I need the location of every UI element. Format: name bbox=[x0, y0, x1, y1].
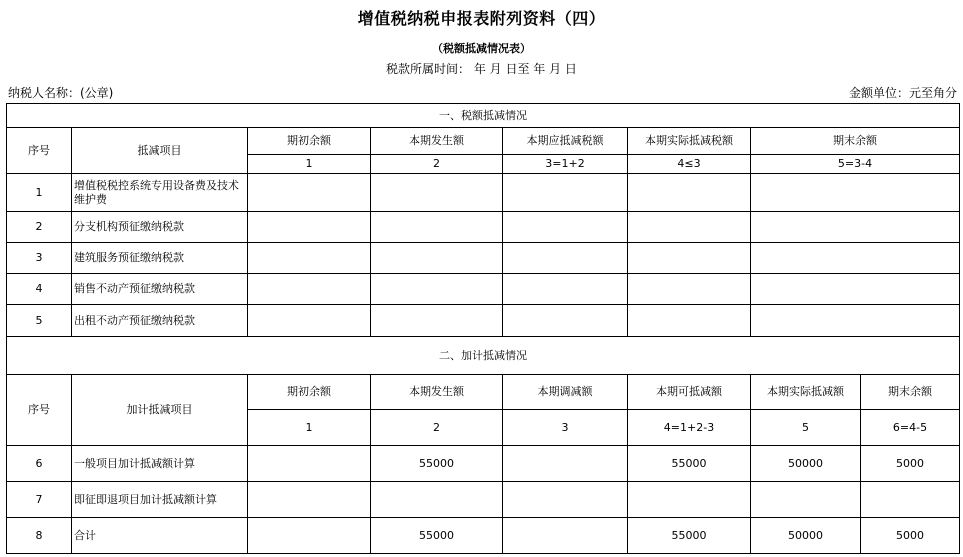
s1-header-actual: 本期实际抵减税额 bbox=[628, 128, 751, 155]
cell-actual[interactable]: 50000 bbox=[751, 446, 861, 482]
cell-opening[interactable] bbox=[248, 212, 371, 243]
cell-closing[interactable] bbox=[751, 243, 960, 274]
s2-header-actual: 本期实际抵减额 bbox=[751, 375, 861, 410]
table-row bbox=[7, 518, 960, 554]
cell-current[interactable] bbox=[371, 174, 503, 212]
cell-actual[interactable] bbox=[628, 212, 751, 243]
row-seq: 1 bbox=[7, 174, 72, 212]
s1-header-current: 本期发生额 bbox=[371, 128, 503, 155]
cell-due[interactable] bbox=[503, 274, 628, 305]
cell-actual[interactable] bbox=[751, 482, 861, 518]
s1-header-due: 本期应抵减税额 bbox=[503, 128, 628, 155]
cell-closing[interactable] bbox=[751, 274, 960, 305]
cell-due[interactable] bbox=[503, 305, 628, 337]
cell-actual[interactable] bbox=[628, 174, 751, 212]
row-seq: 8 bbox=[7, 518, 72, 554]
row-item: 一般项目加计抵减额计算 bbox=[72, 446, 248, 482]
s2-formula-4: 4=1+2-3 bbox=[628, 410, 751, 446]
cell-closing[interactable]: 5000 bbox=[861, 518, 960, 554]
s2-formula-1: 1 bbox=[248, 410, 371, 446]
cell-closing[interactable] bbox=[751, 174, 960, 212]
row-item: 增值税税控系统专用设备费及技术维护费 bbox=[72, 174, 248, 212]
s2-formula-5: 5 bbox=[751, 410, 861, 446]
cell-opening[interactable] bbox=[248, 446, 371, 482]
cell-current[interactable] bbox=[371, 305, 503, 337]
cell-current[interactable] bbox=[371, 243, 503, 274]
table-row bbox=[7, 212, 960, 243]
row-seq: 2 bbox=[7, 212, 72, 243]
table-row bbox=[7, 305, 960, 337]
cell-opening[interactable] bbox=[248, 305, 371, 337]
s1-header-item: 抵减项目 bbox=[72, 128, 248, 174]
cell-actual[interactable] bbox=[628, 305, 751, 337]
table-row bbox=[7, 243, 960, 274]
amount-unit-label: 金额单位：元至角分 bbox=[848, 86, 957, 100]
row-seq: 7 bbox=[7, 482, 72, 518]
s2-header-adjust: 本期调减额 bbox=[503, 375, 628, 410]
row-item: 出租不动产预征缴纳税款 bbox=[72, 305, 248, 337]
table-row bbox=[7, 274, 960, 305]
s1-formula-2: 2 bbox=[371, 155, 503, 174]
s2-header-closing: 期末余额 bbox=[861, 375, 960, 410]
cell-opening[interactable] bbox=[248, 274, 371, 305]
s1-formula-3: 3=1+2 bbox=[503, 155, 628, 174]
cell-opening[interactable] bbox=[248, 518, 371, 554]
deduction-table bbox=[6, 103, 960, 554]
s2-header-available: 本期可抵减额 bbox=[628, 375, 751, 410]
s1-header-closing: 期末余额 bbox=[751, 128, 960, 155]
cell-closing[interactable]: 5000 bbox=[861, 446, 960, 482]
cell-current[interactable] bbox=[371, 482, 503, 518]
cell-opening[interactable] bbox=[248, 243, 371, 274]
s1-header-seq: 序号 bbox=[7, 128, 72, 174]
row-item: 分支机构预征缴纳税款 bbox=[72, 212, 248, 243]
cell-available[interactable] bbox=[628, 482, 751, 518]
cell-adjust[interactable] bbox=[503, 518, 628, 554]
cell-actual[interactable] bbox=[628, 274, 751, 305]
section2-heading: 二、加计抵减情况 bbox=[7, 337, 960, 375]
taxpayer-name-label: 纳税人名称：(公章) bbox=[8, 86, 114, 100]
cell-current[interactable] bbox=[371, 212, 503, 243]
s2-formula-3: 3 bbox=[503, 410, 628, 446]
cell-available[interactable]: 55000 bbox=[628, 446, 751, 482]
s1-header-opening: 期初余额 bbox=[248, 128, 371, 155]
cell-closing[interactable] bbox=[751, 212, 960, 243]
row-seq: 3 bbox=[7, 243, 72, 274]
s2-header-item: 加计抵减项目 bbox=[72, 375, 248, 446]
cell-opening[interactable] bbox=[248, 482, 371, 518]
tax-period: 税款所属时间： 年 月 日至 年 月 日 bbox=[386, 62, 577, 76]
form-title: 增值税纳税申报表附列资料（四） bbox=[357, 9, 606, 28]
section1-heading: 一、税额抵减情况 bbox=[7, 104, 960, 128]
row-item: 即征即退项目加计抵减额计算 bbox=[72, 482, 248, 518]
cell-adjust[interactable] bbox=[503, 482, 628, 518]
cell-current[interactable]: 55000 bbox=[371, 518, 503, 554]
row-seq: 5 bbox=[7, 305, 72, 337]
table-row bbox=[7, 446, 960, 482]
cell-opening[interactable] bbox=[248, 174, 371, 212]
row-seq: 6 bbox=[7, 446, 72, 482]
s2-header-opening: 期初余额 bbox=[248, 375, 371, 410]
cell-current[interactable]: 55000 bbox=[371, 446, 503, 482]
s1-formula-4: 4≤3 bbox=[628, 155, 751, 174]
cell-actual[interactable] bbox=[628, 243, 751, 274]
cell-due[interactable] bbox=[503, 243, 628, 274]
cell-available[interactable]: 55000 bbox=[628, 518, 751, 554]
row-item: 销售不动产预征缴纳税款 bbox=[72, 274, 248, 305]
s2-header-seq: 序号 bbox=[7, 375, 72, 446]
s1-formula-1: 1 bbox=[248, 155, 371, 174]
cell-adjust[interactable] bbox=[503, 446, 628, 482]
s2-formula-6: 6=4-5 bbox=[861, 410, 960, 446]
row-item: 合计 bbox=[72, 518, 248, 554]
cell-due[interactable] bbox=[503, 174, 628, 212]
s2-header-current: 本期发生额 bbox=[371, 375, 503, 410]
cell-closing[interactable] bbox=[751, 305, 960, 337]
cell-closing[interactable] bbox=[861, 482, 960, 518]
s1-formula-5: 5=3-4 bbox=[751, 155, 960, 174]
s2-formula-2: 2 bbox=[371, 410, 503, 446]
cell-due[interactable] bbox=[503, 212, 628, 243]
row-seq: 4 bbox=[7, 274, 72, 305]
table-row bbox=[7, 174, 960, 212]
cell-current[interactable] bbox=[371, 274, 503, 305]
form-subtitle: （税额抵减情况表） bbox=[432, 42, 531, 55]
table-row bbox=[7, 482, 960, 518]
row-item: 建筑服务预征缴纳税款 bbox=[72, 243, 248, 274]
cell-actual[interactable]: 50000 bbox=[751, 518, 861, 554]
